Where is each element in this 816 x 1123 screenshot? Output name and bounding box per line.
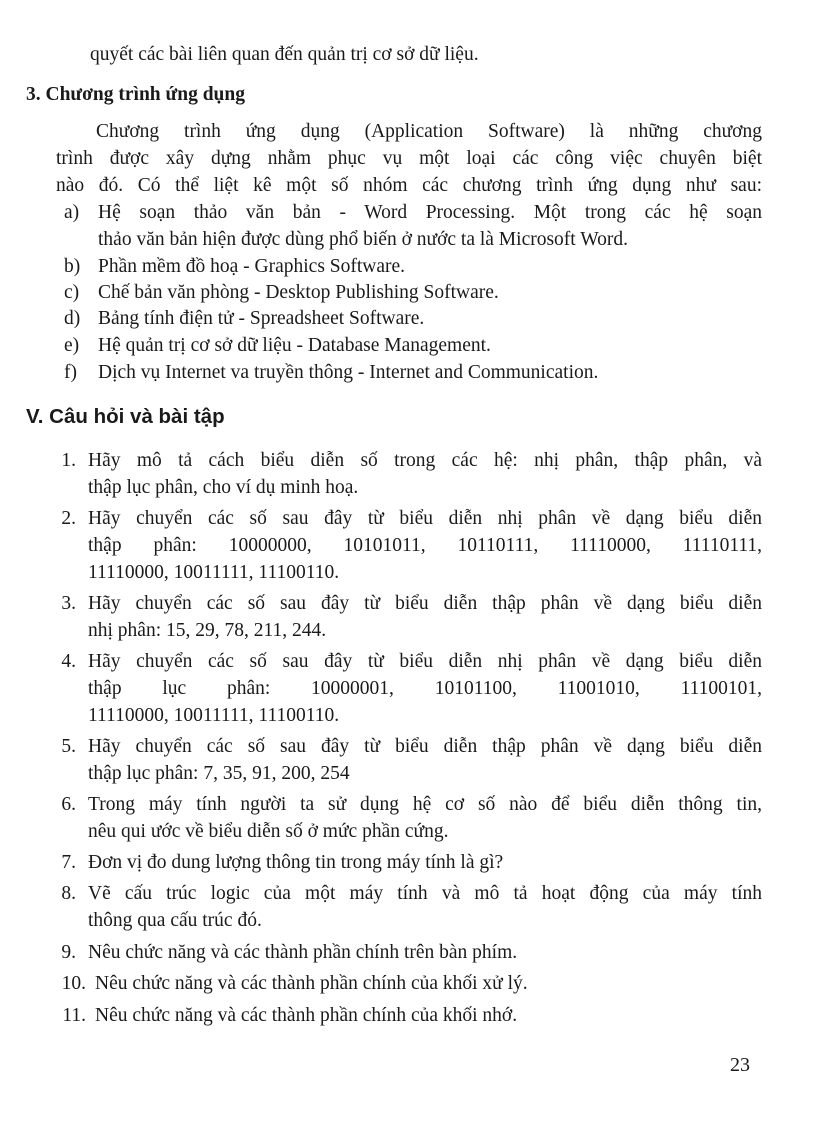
question-text: 11110000, 10011111, 11100110. (88, 562, 340, 583)
section-3-paragraph-line: Chương trình ứng dụng (Application Software) là những chương (96, 121, 762, 142)
question-text: thập lục phân: 7, 35, 91, 200, 254 (88, 763, 350, 784)
question-text: Vẽ cấu trúc logic của một máy tính và mô tả hoạt động của máy tính (88, 883, 762, 904)
list-item-text: Hệ soạn thảo văn bản - Word Processing. Một trong các hệ soạn (98, 202, 762, 223)
question-number: 10. (61, 973, 86, 994)
question-number: 8. (61, 883, 76, 904)
list-item-text: Phần mềm đồ hoạ - Graphics Software. (98, 256, 406, 277)
list-item-text: Bảng tính điện tử - Spreadsheet Software. (98, 308, 425, 329)
list-item-label: d) (64, 308, 81, 329)
section-3-paragraph-line: nào đó. Có thể liệt kê một số nhóm các chương trình ứng dụng như sau: (56, 175, 762, 196)
question-text: Hãy chuyển các số sau đây từ biểu diễn nhị phân về dạng biểu diễn (88, 651, 762, 672)
question-text: thập lục phân, cho ví dụ minh hoạ. (88, 477, 359, 498)
question-text: Đơn vị đo dung lượng thông tin trong máy tính là gì? (88, 852, 504, 873)
question-text: Trong máy tính người ta sử dụng hệ cơ số nào để biểu diễn thông tin, (88, 794, 762, 815)
question-number: 7. (61, 852, 76, 873)
question-text: 11110000, 10011111, 11100110. (88, 705, 340, 726)
question-text: thập phân: 10000000, 10101011, 10110111, 11110000, 11110111, (88, 535, 762, 556)
list-item-text: thảo văn bản hiện được dùng phổ biến ở nước ta là Microsoft Word. (98, 229, 628, 250)
question-number: 2. (61, 508, 76, 529)
question-number: 1. (61, 450, 76, 471)
question-text: Nêu chức năng và các thành phần chính của khối xử lý. (95, 973, 528, 994)
question-number: 11. (62, 1005, 86, 1026)
section-3-paragraph-line: trình được xây dựng nhằm phục vụ một loại các công việc chuyên biệt (56, 148, 762, 169)
question-text: nêu qui ước về biểu diễn số ở mức phần cứng. (88, 821, 449, 842)
question-text: Hãy chuyển các số sau đây từ biểu diễn thập phân về dạng biểu diễn (88, 736, 762, 757)
question-number: 3. (61, 593, 76, 614)
page-number: 23 (730, 1054, 750, 1076)
list-item-text: Dịch vụ Internet va truyền thông - Internet and Communication. (98, 362, 599, 383)
question-text: nhị phân: 15, 29, 78, 211, 244. (88, 620, 327, 641)
question-text: Hãy chuyển các số sau đây từ biểu diễn thập phân về dạng biểu diễn (88, 593, 762, 614)
question-number: 5. (61, 736, 76, 757)
list-item-label: c) (64, 282, 80, 303)
list-item-label: f) (64, 362, 77, 383)
section-v-heading: V. Câu hỏi và bài tập (26, 405, 225, 428)
list-item-text: Chế bản văn phòng - Desktop Publishing Software. (98, 282, 499, 303)
question-text: Nêu chức năng và các thành phần chính trên bàn phím. (88, 942, 518, 963)
question-number: 4. (61, 651, 76, 672)
section-3-heading: 3. Chương trình ứng dụng (26, 84, 245, 105)
question-number: 6. (61, 794, 76, 815)
list-item-text: Hệ quản trị cơ sở dữ liệu - Database Management. (98, 335, 491, 356)
question-number: 9. (61, 942, 76, 963)
question-text: thông qua cấu trúc đó. (88, 910, 262, 931)
question-text: Hãy chuyển các số sau đây từ biểu diễn nhị phân về dạng biểu diễn (88, 508, 762, 529)
question-text: Hãy mô tả cách biểu diễn số trong các hệ: nhị phân, thập phân, và (88, 450, 762, 471)
list-item-label: b) (64, 256, 81, 277)
list-item-label: a) (64, 202, 80, 223)
question-text: thập lục phân: 10000001, 10101100, 11001010, 11100101, (88, 678, 762, 699)
list-item-label: e) (64, 335, 80, 356)
question-text: Nêu chức năng và các thành phần chính của khối nhớ. (95, 1005, 518, 1026)
intro-line: quyết các bài liên quan đến quản trị cơ sở dữ liệu. (90, 44, 479, 65)
